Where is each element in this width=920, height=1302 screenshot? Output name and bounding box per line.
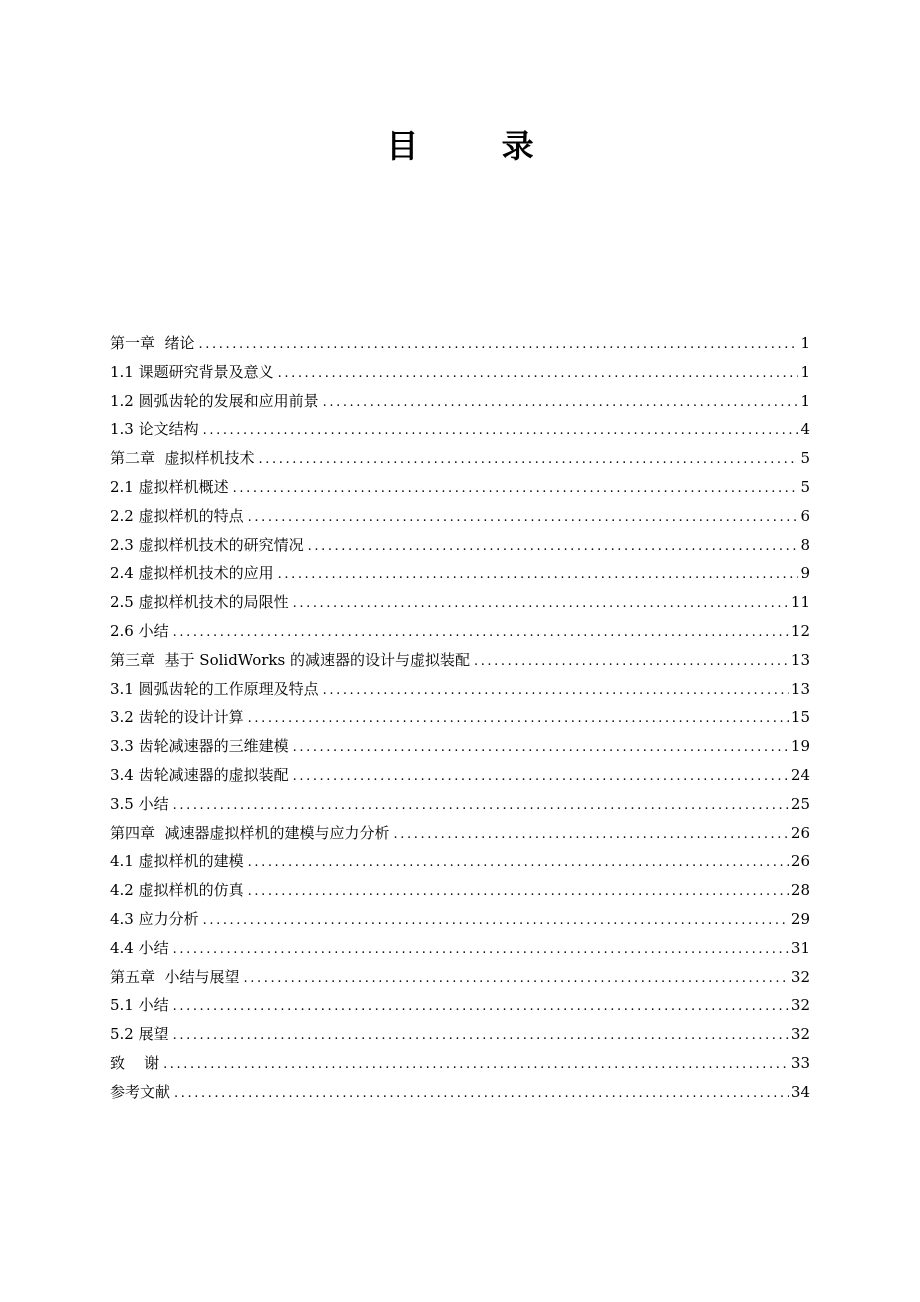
toc-dot-leader <box>173 993 789 1020</box>
toc-entry-label: 致 谢 <box>110 1053 160 1072</box>
toc-entry[interactable] <box>110 703 810 732</box>
toc-entry[interactable] <box>110 617 810 646</box>
toc-entry-page-number: 24 <box>790 765 810 784</box>
toc-entry-label: 2.1 虚拟样机概述 <box>110 477 229 496</box>
toc-entry-label: 4.2 虚拟样机的仿真 <box>110 881 244 900</box>
toc-entry[interactable] <box>110 1049 810 1078</box>
toc-entry-page-number: 6 <box>800 506 810 525</box>
toc-entry[interactable] <box>110 502 810 531</box>
toc-entry-page-number: 28 <box>790 881 810 900</box>
toc-entry-page-number: 1 <box>800 391 810 410</box>
toc-entry-label: 第二章 虚拟样机技术 <box>110 449 255 468</box>
toc-dot-leader <box>173 936 789 963</box>
toc-entry-label: 参考文献 <box>110 1082 171 1101</box>
toc-dot-leader <box>323 677 789 704</box>
toc-entry-page-number: 1 <box>800 362 810 381</box>
toc-entry[interactable] <box>110 675 810 704</box>
toc-entry[interactable] <box>110 1020 810 1049</box>
toc-dot-leader <box>248 504 799 531</box>
toc-entry[interactable] <box>110 847 810 876</box>
toc-entry-label: 3.4 齿轮减速器的虚拟装配 <box>110 765 289 784</box>
toc-dot-leader <box>244 965 789 992</box>
toc-entry-page-number: 13 <box>790 679 810 698</box>
toc-entry-page-number: 9 <box>800 564 810 583</box>
toc-dot-leader <box>233 475 799 502</box>
toc-entry-page-number: 31 <box>790 938 810 957</box>
toc-entry[interactable] <box>110 905 810 934</box>
toc-title: 目 录 <box>386 127 570 165</box>
toc-entry[interactable] <box>110 790 810 819</box>
toc-entry-label: 3.1 圆弧齿轮的工作原理及特点 <box>110 679 319 698</box>
toc-dot-leader <box>248 849 789 876</box>
toc-entry[interactable] <box>110 531 810 560</box>
toc-entry-label: 1.2 圆弧齿轮的发展和应用前景 <box>110 391 319 410</box>
toc-entry[interactable] <box>110 358 810 387</box>
toc-entry[interactable] <box>110 876 810 905</box>
toc-entry[interactable] <box>110 415 810 444</box>
toc-entry-page-number: 34 <box>790 1082 810 1101</box>
toc-dot-leader <box>203 417 799 444</box>
toc-entry-page-number: 11 <box>790 593 810 612</box>
toc-dot-leader <box>293 763 789 790</box>
toc-entry-label: 第一章 绪论 <box>110 334 195 352</box>
toc-dot-leader <box>323 389 799 416</box>
toc-entry[interactable] <box>110 963 810 992</box>
toc-dot-leader <box>278 360 799 387</box>
toc-entry[interactable] <box>110 819 810 848</box>
toc-entry[interactable] <box>110 732 810 761</box>
table-of-contents <box>110 329 810 1107</box>
toc-entry-page-number: 5 <box>800 449 810 468</box>
toc-entry-label: 3.5 小结 <box>110 794 169 813</box>
toc-entry[interactable] <box>110 1078 810 1107</box>
toc-entry-label: 第三章 基于 SolidWorks 的减速器的设计与虚拟装配 <box>110 650 470 669</box>
toc-entry-page-number: 33 <box>790 1053 810 1072</box>
toc-dot-leader <box>173 1022 789 1049</box>
toc-entry-page-number: 1 <box>800 334 810 352</box>
toc-entry-page-number: 15 <box>790 708 810 727</box>
toc-entry-page-number: 8 <box>800 535 810 554</box>
toc-entry-label: 1.1 课题研究背景及意义 <box>110 362 274 381</box>
toc-entry[interactable] <box>110 646 810 675</box>
toc-entry[interactable] <box>110 387 810 416</box>
toc-entry-label: 2.4 虚拟样机技术的应用 <box>110 564 274 583</box>
toc-entry[interactable] <box>110 991 810 1020</box>
toc-entry-page-number: 25 <box>790 794 810 813</box>
toc-entry-page-number: 5 <box>800 477 810 496</box>
toc-entry-label: 4.4 小结 <box>110 938 169 957</box>
toc-entry-page-number: 13 <box>790 650 810 669</box>
toc-entry[interactable] <box>110 473 810 502</box>
toc-entry-label: 第四章 减速器虚拟样机的建模与应力分析 <box>110 823 390 842</box>
toc-entry-page-number: 4 <box>800 420 810 439</box>
toc-entry[interactable] <box>110 559 810 588</box>
toc-dot-leader <box>174 1080 789 1107</box>
toc-entry-label: 5.1 小结 <box>110 996 169 1015</box>
toc-entry-label: 2.6 小结 <box>110 621 169 640</box>
toc-entry[interactable] <box>110 761 810 790</box>
toc-entry-page-number: 32 <box>790 1025 810 1044</box>
toc-entry-page-number: 26 <box>790 852 810 871</box>
toc-entry-label: 1.3 论文结构 <box>110 420 199 439</box>
toc-entry-label: 5.2 展望 <box>110 1025 169 1044</box>
toc-dot-leader <box>199 331 799 358</box>
toc-entry-page-number: 12 <box>790 621 810 640</box>
toc-dot-leader <box>394 821 789 848</box>
toc-dot-leader <box>259 446 799 473</box>
toc-entry-page-number: 26 <box>790 823 810 842</box>
toc-entry-label: 4.3 应力分析 <box>110 909 199 928</box>
toc-dot-leader <box>173 619 789 646</box>
toc-dot-leader <box>278 561 799 588</box>
toc-entry-page-number: 32 <box>790 967 810 986</box>
toc-dot-leader <box>474 648 789 675</box>
toc-dot-leader <box>248 878 789 905</box>
toc-dot-leader <box>308 533 799 560</box>
toc-dot-leader <box>163 1051 789 1078</box>
toc-entry[interactable] <box>110 588 810 617</box>
toc-entry-label: 3.3 齿轮减速器的三维建模 <box>110 737 289 756</box>
toc-dot-leader <box>293 734 789 761</box>
toc-entry[interactable] <box>110 329 810 358</box>
toc-entry-label: 2.5 虚拟样机技术的局限性 <box>110 593 289 612</box>
toc-dot-leader <box>173 792 789 819</box>
toc-entry-label: 4.1 虚拟样机的建模 <box>110 852 244 871</box>
toc-entry-label: 2.2 虚拟样机的特点 <box>110 506 244 525</box>
toc-dot-leader <box>203 907 789 934</box>
toc-entry-label: 第五章 小结与展望 <box>110 967 240 986</box>
toc-entry-page-number: 19 <box>790 737 810 756</box>
toc-entry-label: 2.3 虚拟样机技术的研究情况 <box>110 535 304 554</box>
toc-dot-leader <box>293 590 789 617</box>
toc-entry[interactable] <box>110 934 810 963</box>
toc-entry-page-number: 29 <box>790 909 810 928</box>
toc-entry[interactable] <box>110 444 810 473</box>
toc-entry-label: 3.2 齿轮的设计计算 <box>110 708 244 727</box>
toc-entry-page-number: 32 <box>790 996 810 1015</box>
toc-dot-leader <box>248 705 789 732</box>
